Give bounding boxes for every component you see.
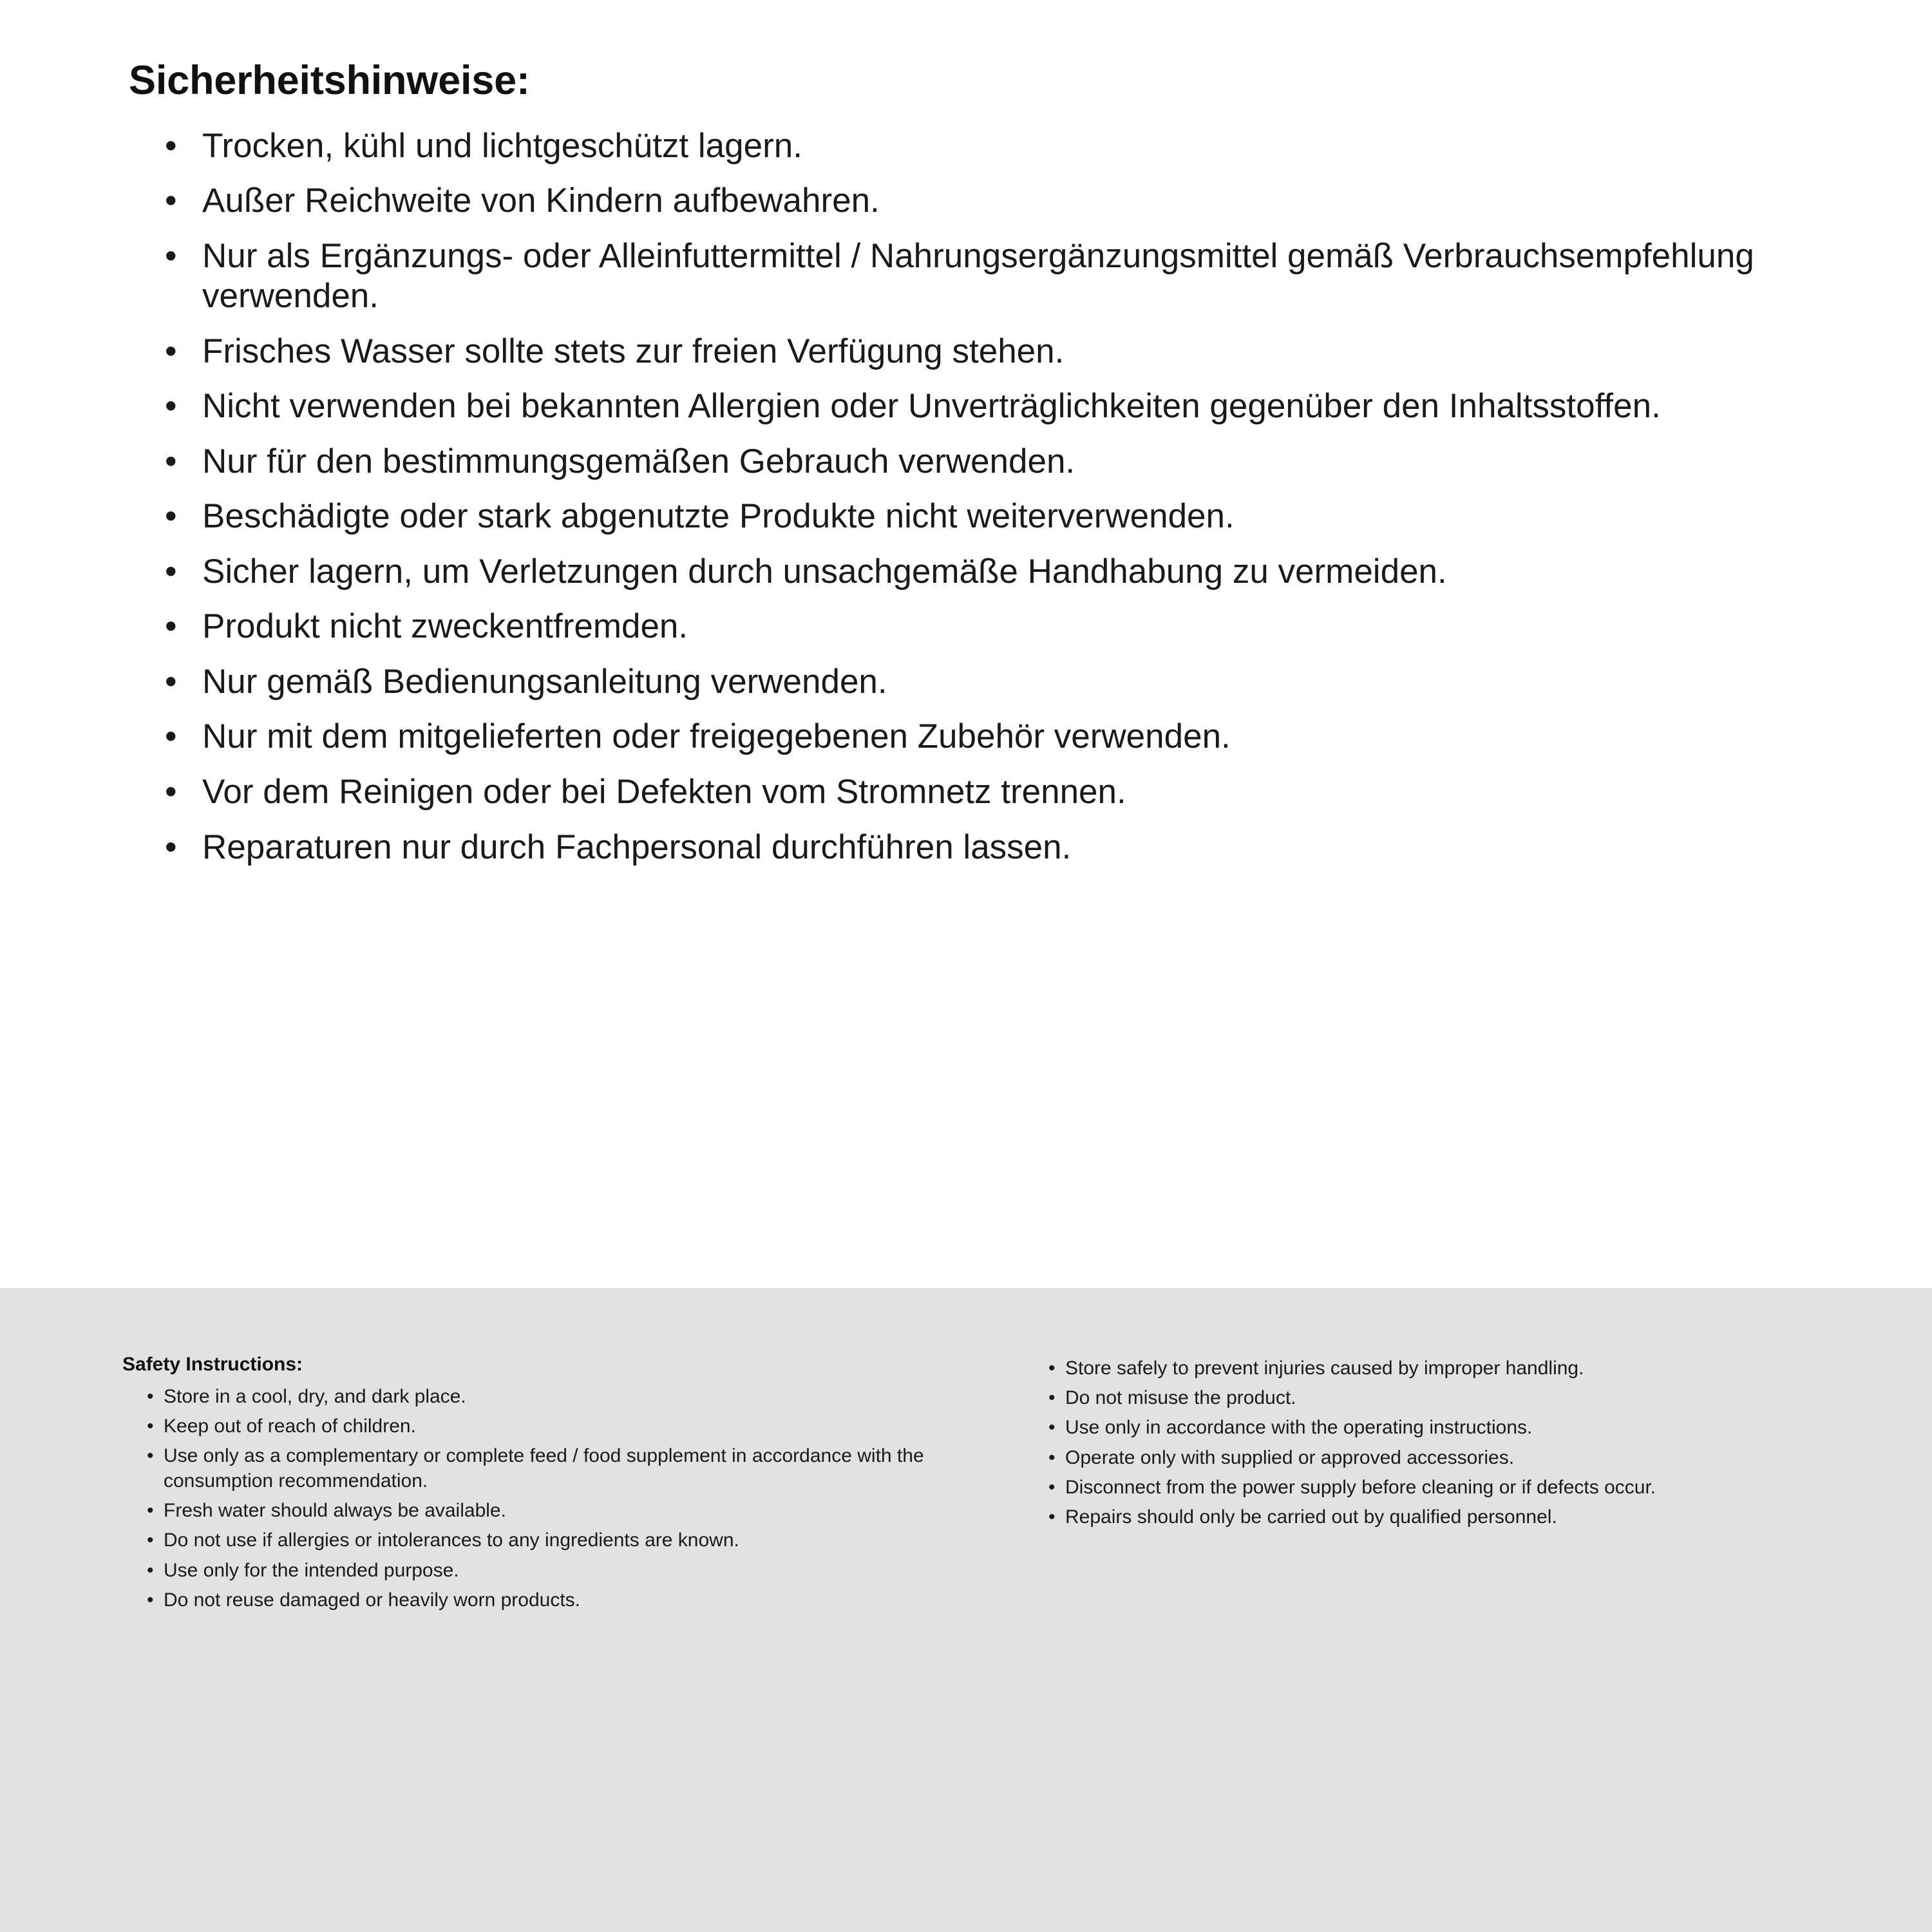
list-item	[165, 332, 1835, 372]
english-column-right	[1024, 1356, 1880, 1535]
list-item	[147, 1385, 979, 1409]
bullet-icon: •	[165, 332, 177, 370]
list-item-text: Sicher lagern, um Verletzungen durch unsachgemäße Handhabung zu vermeiden.	[202, 552, 1447, 591]
list-item	[165, 497, 1835, 537]
list-item-text: Use only in accordance with the operating instructions.	[1065, 1417, 1533, 1439]
english-safety-list-right	[1024, 1356, 1880, 1530]
list-item-text: Nicht verwenden bei bekannten Allergien oder Unverträglichkeiten gegenüber den Inhaltsstoffen.	[202, 387, 1661, 426]
list-item-text: Fresh water should always be available.	[164, 1500, 506, 1522]
bullet-icon: •	[147, 1559, 154, 1581]
bullet-icon: •	[165, 497, 177, 536]
list-item	[1048, 1475, 1880, 1500]
bullet-icon: •	[1048, 1477, 1056, 1499]
list-item	[165, 772, 1835, 813]
bullet-icon: •	[165, 717, 177, 756]
list-item-text: Reparaturen nur durch Fachpersonal durchführen lassen.	[202, 828, 1072, 866]
list-item	[165, 662, 1835, 703]
english-column-left	[122, 1385, 979, 1618]
list-item	[147, 1558, 979, 1583]
list-item-text: Produkt nicht zweckentfremden.	[202, 607, 688, 646]
list-item	[1048, 1386, 1880, 1410]
list-item-text: Disconnect from the power supply before cleaning or if defects occur.	[1065, 1477, 1656, 1499]
list-item-text: Repairs should only be carried out by qualified personnel.	[1065, 1506, 1557, 1528]
list-item	[1048, 1446, 1880, 1470]
list-item-text: Store in a cool, dry, and dark place.	[164, 1385, 466, 1407]
list-item-text: Keep out of reach of children.	[164, 1415, 416, 1437]
list-item	[1048, 1416, 1880, 1440]
list-item-text: Trocken, kühl und lichtgeschützt lagern.	[202, 126, 802, 165]
list-item	[165, 607, 1835, 647]
bullet-icon: •	[147, 1530, 154, 1551]
list-item-text: Nur mit dem mitgelieferten oder freigegebenen Zubehör verwenden.	[202, 717, 1231, 756]
list-item-text: Vor dem Reinigen oder bei Defekten vom Stromnetz trennen.	[202, 772, 1126, 811]
list-item-text: Do not reuse damaged or heavily worn products.	[164, 1589, 581, 1611]
list-item-text: Do not misuse the product.	[1065, 1387, 1296, 1408]
bullet-icon: •	[165, 126, 177, 165]
english-safety-section	[0, 1288, 1932, 1932]
bullet-icon: •	[165, 442, 177, 480]
list-item	[165, 828, 1835, 868]
list-item	[165, 717, 1835, 757]
list-item	[165, 442, 1835, 482]
list-item-text: Operate only with supplied or approved accessories.	[1065, 1446, 1515, 1468]
bullet-icon: •	[165, 552, 177, 591]
bullet-icon: •	[165, 387, 177, 426]
bullet-icon: •	[147, 1415, 154, 1437]
list-item	[147, 1444, 979, 1493]
english-heading: Safety Instructions:	[122, 1354, 303, 1375]
bullet-icon: •	[147, 1385, 154, 1407]
list-item	[147, 1414, 979, 1439]
list-item	[1048, 1356, 1880, 1381]
list-item-text: Frisches Wasser sollte stets zur freien Verfügung stehen.	[202, 332, 1065, 370]
list-item	[1048, 1505, 1880, 1530]
bullet-icon: •	[1048, 1446, 1056, 1468]
list-item	[165, 236, 1835, 317]
bullet-icon: •	[147, 1589, 154, 1611]
list-item	[165, 181, 1835, 222]
bullet-icon: •	[165, 182, 177, 220]
list-item-text: Nur als Ergänzungs- oder Alleinfuttermittel / Nahrungsergänzungsmittel gemäß Verbrauchsempfehlung verwenden.	[202, 236, 1754, 316]
list-item-text: Use only for the intended purpose.	[164, 1559, 459, 1581]
list-item-text: Nur für den bestimmungsgemäßen Gebrauch verwenden.	[202, 442, 1075, 480]
list-item-text: Use only as a complementary or complete feed / food supplement in accordance with the consumption recommendation.	[164, 1445, 924, 1492]
list-item	[147, 1528, 979, 1553]
german-safety-list	[129, 126, 1835, 867]
bullet-icon: •	[165, 828, 177, 866]
bullet-icon: •	[1048, 1357, 1056, 1379]
list-item	[165, 386, 1835, 427]
list-item-text: Nur gemäß Bedienungsanleitung verwenden.	[202, 662, 887, 701]
list-item	[147, 1499, 979, 1523]
bullet-icon: •	[165, 662, 177, 701]
bullet-icon: •	[165, 607, 177, 646]
list-item-text: Do not use if allergies or intolerances to any ingredients are known.	[164, 1530, 739, 1551]
bullet-icon: •	[1048, 1506, 1056, 1528]
bullet-icon: •	[1048, 1387, 1056, 1408]
list-item	[165, 552, 1835, 592]
list-item-text: Beschädigte oder stark abgenutzte Produkte nicht weiterverwenden.	[202, 497, 1235, 536]
list-item-text: Store safely to prevent injuries caused by improper handling.	[1065, 1357, 1584, 1379]
bullet-icon: •	[165, 236, 177, 275]
bullet-icon: •	[1048, 1417, 1056, 1439]
german-heading: Sicherheitshinweise:	[129, 58, 530, 103]
list-item	[147, 1588, 979, 1613]
english-safety-list-left	[122, 1385, 979, 1613]
bullet-icon: •	[147, 1500, 154, 1522]
bullet-icon: •	[165, 772, 177, 811]
bullet-icon: •	[147, 1445, 154, 1467]
list-item	[165, 126, 1835, 167]
list-item-text: Außer Reichweite von Kindern aufbewahren.	[202, 182, 880, 220]
